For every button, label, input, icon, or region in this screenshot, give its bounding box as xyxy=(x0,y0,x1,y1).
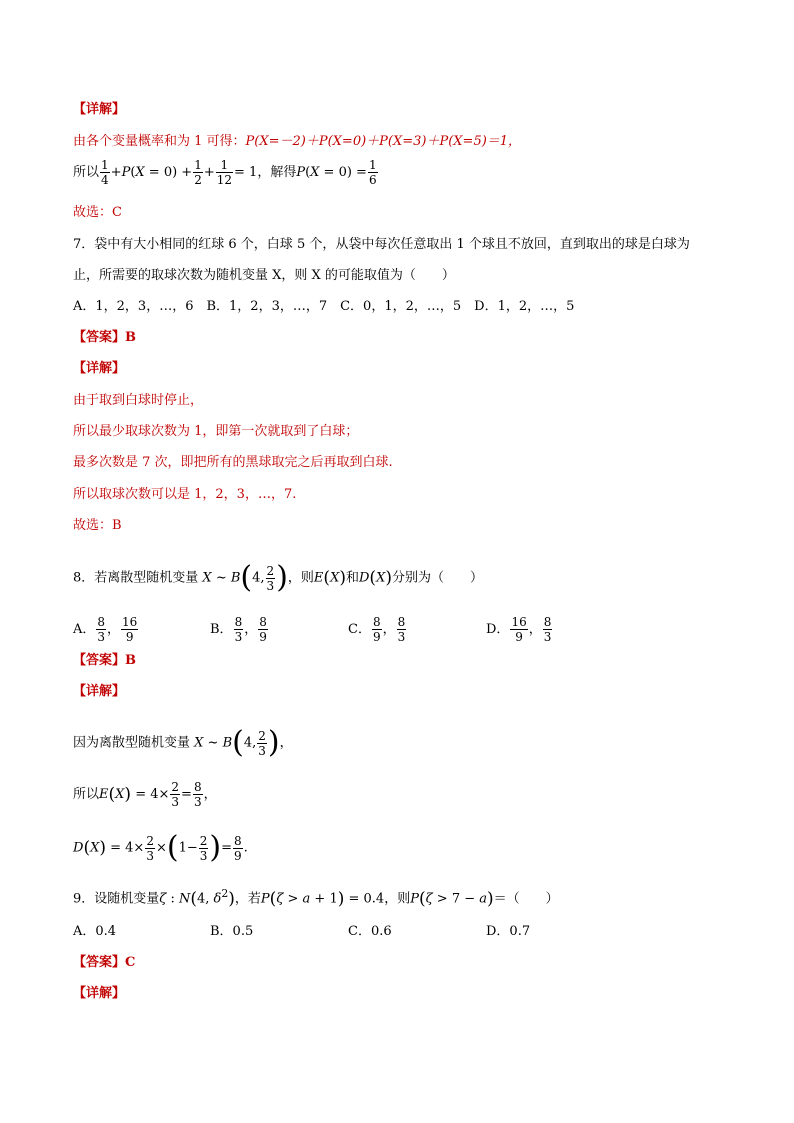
q9-answer-tag: 【答案】C xyxy=(73,955,136,970)
fraction-1-12: $\frac{1}{12}$ xyxy=(216,158,233,187)
q8-detail-3: D(X) = 4× $\frac{2}{3}$ ×(1− $\frac{2}{3}$ )= $\frac{8}{9}$ . xyxy=(73,830,248,865)
q8-option-b: B． $\frac{8}{3}$ ， $\frac{8}{9}$ xyxy=(210,615,267,644)
section-heading-detail: 【详解】 xyxy=(73,102,126,117)
q8-option-c: C． $\frac{8}{9}$ ， $\frac{8}{3}$ xyxy=(348,615,406,644)
fraction-1-6: $\frac{1}{6}$ xyxy=(368,158,377,187)
q7-detail-1: 由于取到白球时停止， xyxy=(73,393,204,408)
q8-answer-tag: 【答案】B xyxy=(73,653,136,668)
q9-stem: 9．设随机变量ζ : N(4, $\delta^2$)，若P(ζ > a + 1) = 0.4，则P(ζ > 7 − a)＝（ ） xyxy=(73,887,559,909)
solve-mid: ，解得 xyxy=(257,165,297,180)
fraction-1-4: $\frac{1}{4}$ xyxy=(101,158,109,187)
q9-option-b: B．0.5 xyxy=(210,924,254,939)
q7-options: A．1，2，3，…，6 B．1，2，3，…，7 C．0，1，2，…，5 D．1，2，…，5 xyxy=(73,299,575,314)
q9-stem-prefix: 9．设随机变量 xyxy=(73,891,160,907)
q7-detail-3: 最多次数是 7 次，即把所有的黑球取完之后再取到白球. xyxy=(73,455,393,470)
q9-option-c: C．0.6 xyxy=(348,924,392,939)
q8-detail-2: 所以E(X) = 4× $\frac{2}{3}$ = $\frac{8}{3}$ ， xyxy=(73,780,217,809)
fraction-2-3: $\frac{2}{3}$ xyxy=(266,563,275,593)
q9-option-d: D．0.7 xyxy=(486,924,531,939)
q7-detail-heading: 【详解】 xyxy=(73,361,126,376)
q7-answer: 故选：B xyxy=(73,518,122,533)
q7-detail-2: 所以最少取球次数为 1，即第一次就取到了白球； xyxy=(73,424,359,439)
q8-detail-heading: 【详解】 xyxy=(73,684,126,699)
sum-rule-text: 由各个变量概率和为 1 可得： xyxy=(73,134,246,149)
q8-option-a: A． $\frac{8}{3}$ ， $\frac{16}{9}$ xyxy=(73,615,138,644)
q7-stem-line-1: 7．袋中有大小相同的红球 6 个，白球 5 个，从袋中每次任意取出 1 个球且不放回，直到取出的球是白球为 xyxy=(73,237,690,252)
answer-choice: 故选：C xyxy=(73,205,122,220)
q8-detail-1: 因为离散型随机变量 X ~ B(4, $\frac{2}{3}$ )， xyxy=(73,725,293,760)
sum-rule-equation: P(X=－2)＋P(X=0)＋P(X=3)＋P(X=5)＝1， xyxy=(245,134,522,149)
q9-detail-heading: 【详解】 xyxy=(73,986,126,1001)
solve-line: 所以 $\frac{1}{4}$ +P(X = 0) + $\frac{1}{2}$ + $\frac{1}{12}$ = 1，解得P(X = 0) = $\frac{1}{6}$ xyxy=(73,158,377,187)
q7-stem-line-2: 止，所需要的取球次数为随机变量 X，则 X 的可能取值为（ ） xyxy=(73,268,455,283)
q8-option-d: D． $\frac{16}{9}$ ， $\frac{8}{3}$ xyxy=(486,615,552,644)
q8-stem-prefix: 8．若离散型随机变量 xyxy=(73,570,199,586)
solve-prefix: 所以 xyxy=(73,165,100,180)
fraction-1-2: $\frac{1}{2}$ xyxy=(194,158,202,187)
sum-rule-line xyxy=(73,133,521,151)
q8-stem: 8．若离散型随机变量 X ~ B(4, $\frac{2}{3}$ )，则E(X)和D(X)分别为（ ） xyxy=(73,560,483,595)
q7-detail-4: 所以取球次数可以是 1，2，3，…，7. xyxy=(73,487,297,502)
q9-option-a: A．0.4 xyxy=(73,924,117,939)
q7-answer-tag: 【答案】B xyxy=(73,330,136,345)
